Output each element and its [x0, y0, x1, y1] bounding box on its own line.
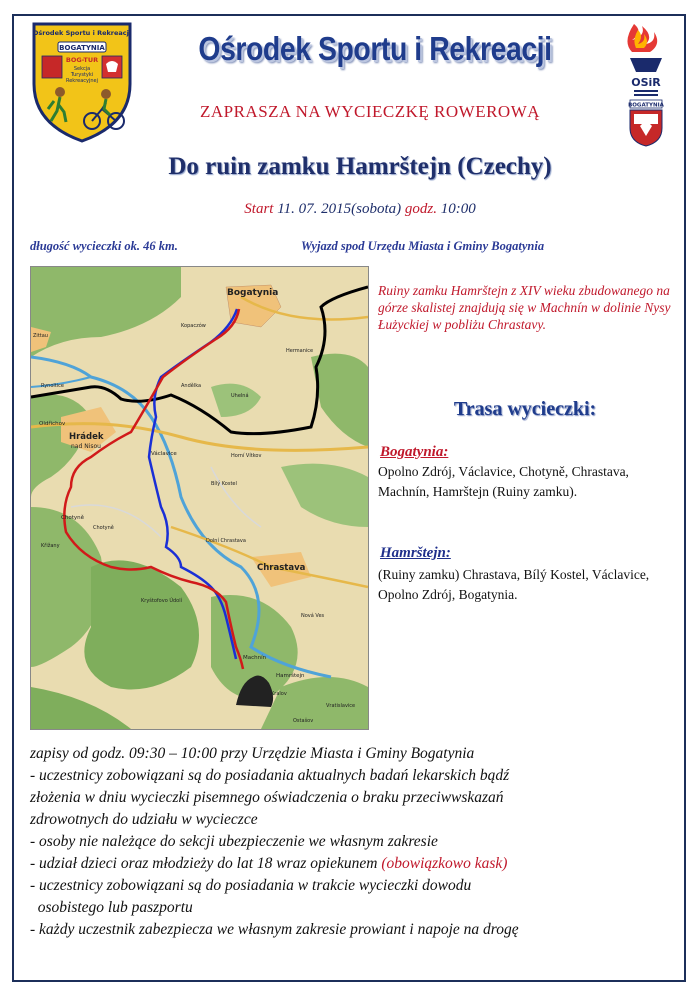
- departure-point: Wyjazd spod Urzędu Miasta i Gminy Bogatynia: [301, 239, 545, 253]
- logo-club-line: Rekreacyjnej: [65, 78, 99, 84]
- event-title: Do ruin zamku Hamrštejn (Czechy): [168, 153, 552, 180]
- map-label: Václavice: [151, 451, 177, 457]
- route-title: Trasa wycieczki:: [453, 398, 597, 420]
- map-label: Kryštofovo Údolí: [141, 598, 183, 604]
- map-label: Chotyně: [93, 525, 114, 531]
- route-outbound-heading: Bogatynia:: [380, 444, 449, 460]
- castle-description: Ruiny zamku Hamrštejn z XIV wieku zbudowanego na górze skalistej znajdują się w Machnín w dolinie Nysy Łużyckiej w pobliżu Chrastavy.: [378, 283, 671, 332]
- note-line: [30, 853, 680, 875]
- note-line: - każdy uczestnik zabezpiecza we własnym zakresie prowiant i napoje na drogę: [30, 921, 519, 938]
- note-line: złożenia w dniu wycieczki pisemnego oświadczenia o braku przeciwwskazań: [30, 789, 504, 806]
- invitation-heading: ZAPRASZA NA WYCIECZKĘ ROWEROWĄ: [199, 102, 541, 121]
- map-label: Zittau: [33, 333, 48, 339]
- map-label: Hermanice: [286, 348, 314, 354]
- map-label: Bogatynia: [227, 288, 279, 298]
- logo-top-text: Ośrodek Sportu i Rekreacji: [32, 29, 132, 37]
- map-label: nad Nisou: [71, 443, 101, 450]
- map-label: Rynoltice: [41, 383, 64, 389]
- note-line: - uczestnicy zobowiązani są do posiadania aktualnych badań lekarskich bądź: [30, 767, 510, 784]
- map-label: Andělka: [181, 383, 202, 389]
- map-label: Bílý Kostel: [211, 481, 237, 487]
- map-label: Horní Vítkov: [231, 453, 262, 459]
- map-label: Chotyně: [61, 515, 84, 521]
- map-label: Uhelná: [231, 393, 249, 399]
- osir-town: BOGATYNIA: [628, 102, 664, 109]
- note-line: zdrowotnych do udziału w wycieczce: [30, 811, 258, 828]
- logo-club-line: BOG-TUR: [65, 56, 99, 64]
- logo-club-line: Turystyki: [70, 72, 94, 78]
- map-label: Vratislavice: [326, 703, 356, 709]
- route-return-text: (Ruiny zamku) Chrastava, Bílý Kostel, Václavice, Opolno Zdrój, Bogatynia.: [378, 567, 650, 602]
- start-line: [150, 201, 570, 218]
- logo-banner: BOGATYNIA: [59, 44, 105, 52]
- note-line: osobistego lub paszportu: [30, 899, 193, 916]
- osir-abbr: OSiR: [631, 76, 661, 89]
- map-label: Kralov: [271, 691, 287, 697]
- organization-title: Ośrodek Sportu i Rekreacji: [198, 30, 552, 67]
- map-label: Hrádek: [69, 432, 104, 442]
- trip-distance: długość wycieczki ok. 46 km.: [30, 239, 178, 253]
- osir-logo: [612, 20, 682, 148]
- map-label: Oldřichov: [39, 421, 66, 427]
- helmet-note: (obowiązkowo kask): [381, 855, 508, 872]
- bog-tur-logo: [30, 20, 134, 144]
- route-map: [30, 266, 369, 730]
- map-label: Dolní Chrastava: [206, 538, 246, 544]
- logo-club-line: Sekcja: [73, 66, 91, 72]
- map-label: Machnín: [243, 655, 267, 661]
- start-date: 11. 07. 2015(sobota): [273, 201, 405, 217]
- coat-of-arms-icon: [42, 56, 62, 78]
- participant-notes: [30, 743, 680, 941]
- map-label: Chrastava: [257, 563, 306, 573]
- map-label: Křižany: [41, 543, 60, 549]
- start-time: 10:00: [436, 201, 476, 217]
- note-text: - udział dzieci oraz młodzieży do lat 18 wraz opiekunem: [30, 855, 382, 872]
- start-label: Start: [244, 201, 274, 217]
- map-label: Nová Ves: [301, 613, 325, 619]
- note-line: - uczestnicy zobowiązani są do posiadania w trakcie wycieczki dowodu: [30, 877, 472, 894]
- map-label: Ostašov: [293, 718, 314, 724]
- time-label: godz.: [404, 201, 437, 217]
- route-outbound-text: Opolno Zdrój, Václavice, Chotyně, Chrastava, Machnín, Hamrštejn (Ruiny zamku).: [378, 464, 629, 499]
- route-return-heading: Hamrštejn:: [380, 545, 451, 561]
- note-line: - osoby nie należące do sekcji ubezpieczenie we własnym zakresie: [30, 833, 438, 850]
- map-label: Hamrštejn: [276, 673, 305, 679]
- note-line: zapisy od godz. 09:30 – 10:00 przy Urzędzie Miasta i Gminy Bogatynia: [30, 745, 475, 762]
- map-label: Kopaczów: [181, 323, 206, 329]
